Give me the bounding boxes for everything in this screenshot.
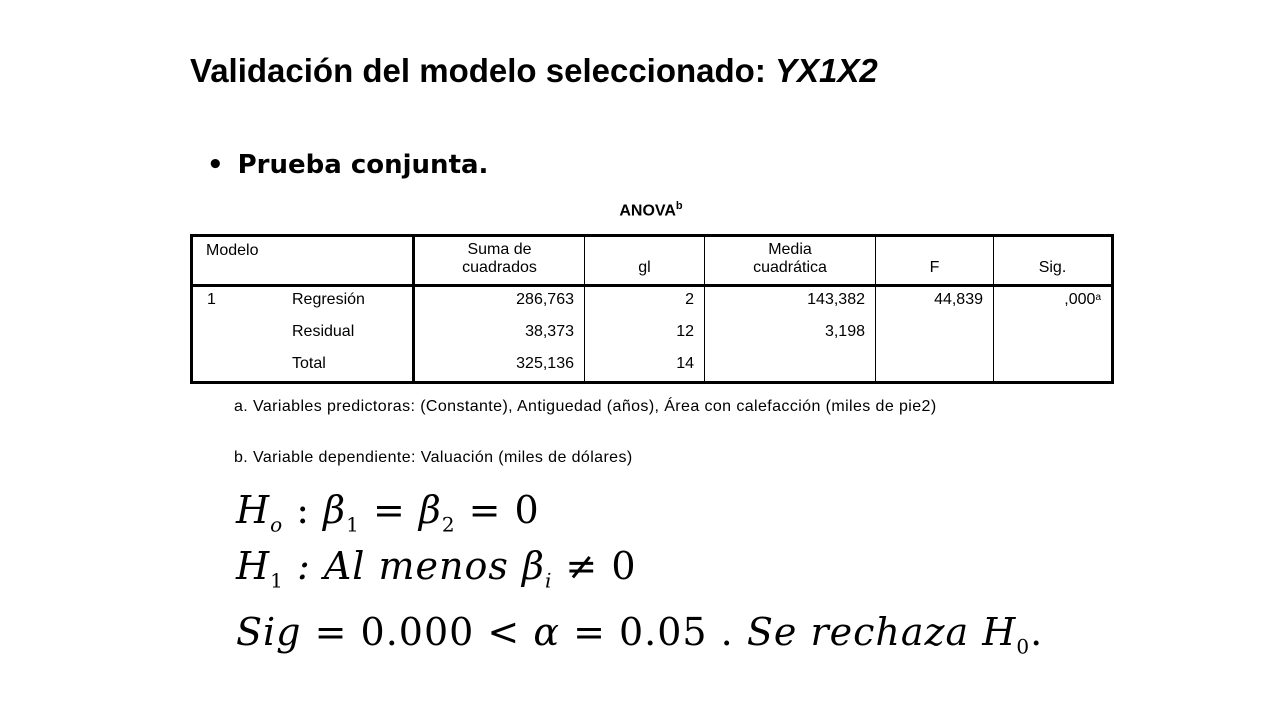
cell-suma-residual: 38,373 bbox=[525, 323, 574, 340]
row-label-total: Total bbox=[292, 355, 326, 372]
cell-sig-regresion bbox=[994, 291, 1101, 308]
h0-lhs: H bbox=[236, 488, 271, 532]
cell-f-regresion: 44,839 bbox=[934, 291, 983, 308]
h0-rhs: = 0 bbox=[455, 488, 540, 532]
h1-rhs: ≠ 0 bbox=[552, 544, 637, 588]
header-sig: Sig. bbox=[1038, 259, 1067, 276]
h1-sub-i: i bbox=[544, 568, 553, 593]
sig-alpha: α bbox=[533, 610, 560, 654]
header-gl: gl bbox=[638, 259, 651, 276]
cell-gl-residual: 12 bbox=[676, 323, 694, 340]
anova-title bbox=[190, 200, 1112, 220]
h0-sub-1: 1 bbox=[346, 512, 360, 537]
cell-gl-regresion: 2 bbox=[685, 291, 694, 308]
header-modelo: Modelo bbox=[206, 242, 259, 259]
sig-value: ,000 bbox=[1064, 291, 1096, 308]
cell-media-residual: 3,198 bbox=[824, 323, 865, 340]
sig-label: Sig bbox=[236, 610, 302, 654]
sig-h-sub: 0 bbox=[1016, 634, 1031, 659]
h0-beta-2: β bbox=[418, 488, 442, 532]
sig-sup: a bbox=[1095, 292, 1101, 303]
h1-lhs: H bbox=[236, 544, 271, 588]
formula-h0 bbox=[236, 488, 540, 537]
h0-eq: = bbox=[359, 488, 419, 532]
title-model: YX1X2 bbox=[775, 52, 878, 89]
cell-gl-total: 14 bbox=[676, 355, 694, 372]
header-media-2: cuadrática bbox=[753, 259, 827, 276]
anova-title-sup: b bbox=[675, 200, 683, 212]
header-media-1: Media bbox=[768, 241, 812, 258]
model-number: 1 bbox=[207, 291, 216, 308]
h0-colon: : bbox=[283, 488, 324, 532]
bullet-dot: • bbox=[207, 150, 224, 180]
formula-h1 bbox=[236, 544, 637, 593]
header-f: F bbox=[929, 259, 940, 276]
sig-value-text: = 0.000 < bbox=[301, 610, 534, 654]
cell-suma-total: 325,136 bbox=[516, 355, 574, 372]
cell-suma-regresion: 286,763 bbox=[516, 291, 574, 308]
h1-lhs-sub: 1 bbox=[270, 568, 284, 593]
bullet-item bbox=[207, 150, 488, 180]
sig-alpha-value: = 0.05 . bbox=[559, 610, 747, 654]
slide-title bbox=[190, 52, 878, 90]
anova-table bbox=[190, 234, 1114, 384]
sig-h: H bbox=[982, 610, 1017, 654]
h0-lhs-sub: o bbox=[270, 512, 284, 537]
footnote-b: b. Variable dependiente: Valuación (miles de dólares) bbox=[234, 449, 633, 466]
h1-beta: β bbox=[521, 544, 545, 588]
formula-sig bbox=[236, 610, 1043, 659]
anova-title-text: ANOVA bbox=[619, 202, 676, 220]
cell-media-regresion: 143,382 bbox=[807, 291, 865, 308]
row-label-residual: Residual bbox=[292, 323, 355, 340]
h0-beta-1: β bbox=[323, 488, 347, 532]
sig-conclusion: Se rechaza bbox=[746, 610, 983, 654]
header-suma-2: cuadrados bbox=[462, 259, 537, 276]
bullet-text: Prueba conjunta. bbox=[237, 150, 489, 180]
h1-text: : Al menos bbox=[283, 544, 522, 588]
footnote-a: a. Variables predictoras: (Constante), Antiguedad (años), Área con calefacción (miles de pie2) bbox=[234, 398, 937, 415]
header-suma-1: Suma de bbox=[467, 241, 532, 258]
title-text: Validación del modelo seleccionado: bbox=[190, 52, 775, 89]
row-label-regresion: Regresión bbox=[292, 291, 365, 308]
sig-end: . bbox=[1030, 610, 1044, 654]
h0-sub-2: 2 bbox=[441, 512, 456, 537]
